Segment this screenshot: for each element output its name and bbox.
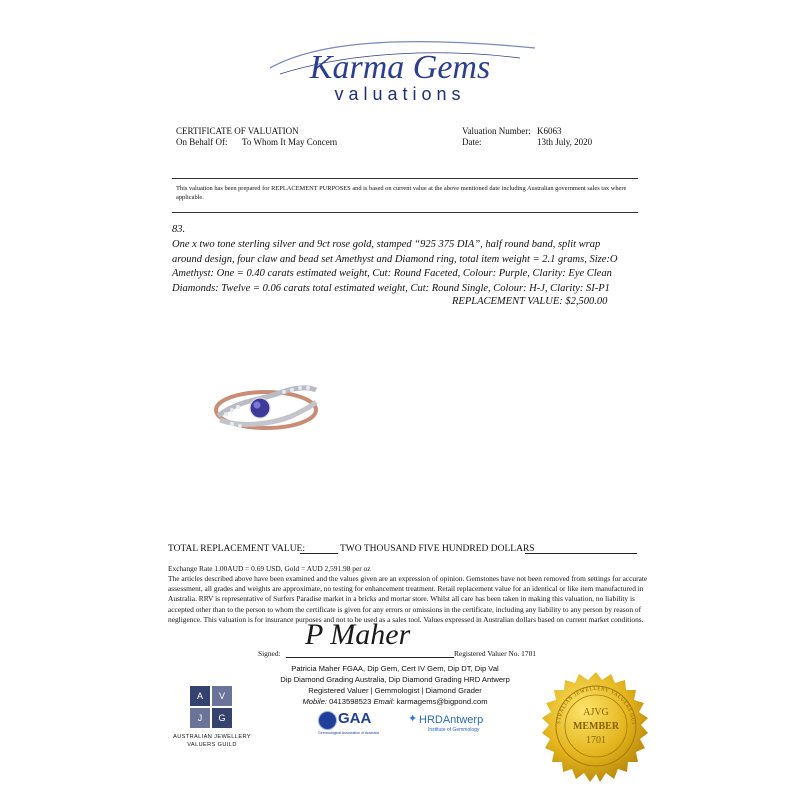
ajvg-logo <box>190 686 234 730</box>
item-line: One x two tone sterling silver and 9ct rose gold, stamped “925 375 DIA”, half round band, split wrap <box>172 239 601 250</box>
item-line: Amethyst: One = 0.40 carats estimated weight, Cut: Round Faceted, Colour: Purple, Clarity: Eye Clean <box>172 268 612 279</box>
valuation-number-value: K6063 <box>537 126 562 136</box>
certificate-title: CERTIFICATE OF VALUATION <box>176 126 299 136</box>
on-behalf-value: To Whom It May Concern <box>242 137 338 147</box>
exchange-rate: Exchange Rate 1.00AUD = 0.69 USD, Gold = AUD 2,591.98 per oz <box>168 564 371 573</box>
disclaimer-line: The articles described above have been examined and the values given are an expression of opinion. Gemstones have not been removed from settings for accurate <box>168 574 648 583</box>
ring-photo <box>212 380 320 436</box>
seal-ring-text: STRALIAN JEWELLERY VALUERS GUI <box>556 685 636 725</box>
signature-mark: P Maher <box>305 618 411 651</box>
ajvg-letter: J <box>190 708 210 728</box>
ajvg-letter: V <box>212 686 232 706</box>
hrd-text: HRDAntwerp <box>419 714 484 726</box>
ajvg-caption-line: AUSTRALIAN JEWELLERY <box>173 734 251 740</box>
on-behalf-label: On Behalf Of: <box>176 137 228 147</box>
credentials-block <box>270 663 520 707</box>
item-line: around design, four claw and bead set Amethyst and Diamond ring, total item weight = 2.1 grams, Size:O <box>172 253 618 265</box>
total-replacement-label: TOTAL REPLACEMENT VALUE: <box>168 544 305 554</box>
credentials-line: Registered Valuer | Gemmologist | Diamond Grader <box>308 686 482 695</box>
disclaimer-line: Australia. RRV is representative of Surfers Paradise market in a bricks and mortar store. Whilst all care has been taken in making this valuation, no liability is <box>168 594 635 604</box>
seal-top-text: AJVG <box>583 707 609 718</box>
hrd-star-icon: ✦ <box>408 713 418 725</box>
mobile-value: 0413598523 <box>329 697 372 706</box>
total-replacement-words: TWO THOUSAND FIVE HUNDRED DOLLARS <box>340 544 535 554</box>
ajvg-letter: A <box>190 686 210 706</box>
purpose-note: This valuation has been prepared for REPLACEMENT PURPOSES and is based on current value at the above mentioned date including Australian government sales tax where applicable. <box>176 185 627 201</box>
email-value: karmagems@bigpond.com <box>396 697 488 706</box>
divider-bottom <box>172 212 638 213</box>
email-label: Email: <box>373 697 395 706</box>
date-value: 13th July, 2020 <box>537 137 593 147</box>
gaa-emblem-icon <box>318 711 337 730</box>
divider-top <box>172 178 638 179</box>
registered-valuer: Registered Valuer No. 1701 <box>454 649 536 658</box>
ajvg-caption <box>166 733 258 749</box>
logo-script-text: Karma Gems <box>309 49 491 86</box>
seal-middle-text: MEMBER <box>572 721 620 732</box>
logo-swash-graphic <box>250 28 550 108</box>
gaa-sub: Gemmological Association of Australia <box>318 731 379 735</box>
logo-sub-text: valuations <box>334 84 466 104</box>
replacement-value: REPLACEMENT VALUE: $2,500.00 <box>452 296 608 307</box>
signature-line <box>286 657 454 658</box>
contact-line <box>270 696 520 707</box>
seal-bottom-text: 1701 <box>586 735 606 746</box>
gaa-logo <box>318 711 388 741</box>
disclaimer-line: negligence. This valuation is for insurance purposes and not to be used as a sales tool. Values expressed in Australian dollars based on current market conditions. <box>168 614 644 624</box>
total-underline-2 <box>525 553 637 554</box>
item-number: 83. <box>172 224 186 235</box>
total-underline-1 <box>300 553 338 554</box>
gaa-text: GAA <box>338 710 372 727</box>
item-description <box>172 238 642 296</box>
ajvg-letter: G <box>212 708 232 728</box>
valuation-number-label: Valuation Number: <box>462 126 531 136</box>
credentials-line: Dip Diamond Grading Australia, Dip Diamond Grading HRD Antwerp <box>280 675 510 684</box>
hrd-sub: Institute of Gemmology <box>428 727 480 733</box>
item-line: Diamonds: Twelve = 0.06 carats total estimated weight, Cut: Round Single, Colour: H-J, Clarity: SI-P1 <box>172 282 610 294</box>
karma-gems-logo <box>250 28 550 108</box>
disclaimer-line: assessment, all grades and weights are approximate, no testing for enhancement treatment. Retail replacement value for an identical or like item manufactured in <box>168 584 644 594</box>
date-label: Date: <box>462 137 482 147</box>
disclaimer-line: accepted other than to the person to whom the certificate is given for any errors or omissions in the certificate, including any liability to any person by reason of <box>168 604 642 614</box>
signed-label: Signed: <box>258 649 281 658</box>
ajvg-caption-line: VALUERS GUILD <box>187 742 237 748</box>
credentials-line: Patricia Maher FGAA, Dip Gem, Cert IV Gem, Dip DT, Dip Val <box>291 664 499 673</box>
ajvg-member-seal <box>530 660 662 792</box>
mobile-label: Mobile: <box>302 697 327 706</box>
hrd-logo <box>408 714 498 740</box>
